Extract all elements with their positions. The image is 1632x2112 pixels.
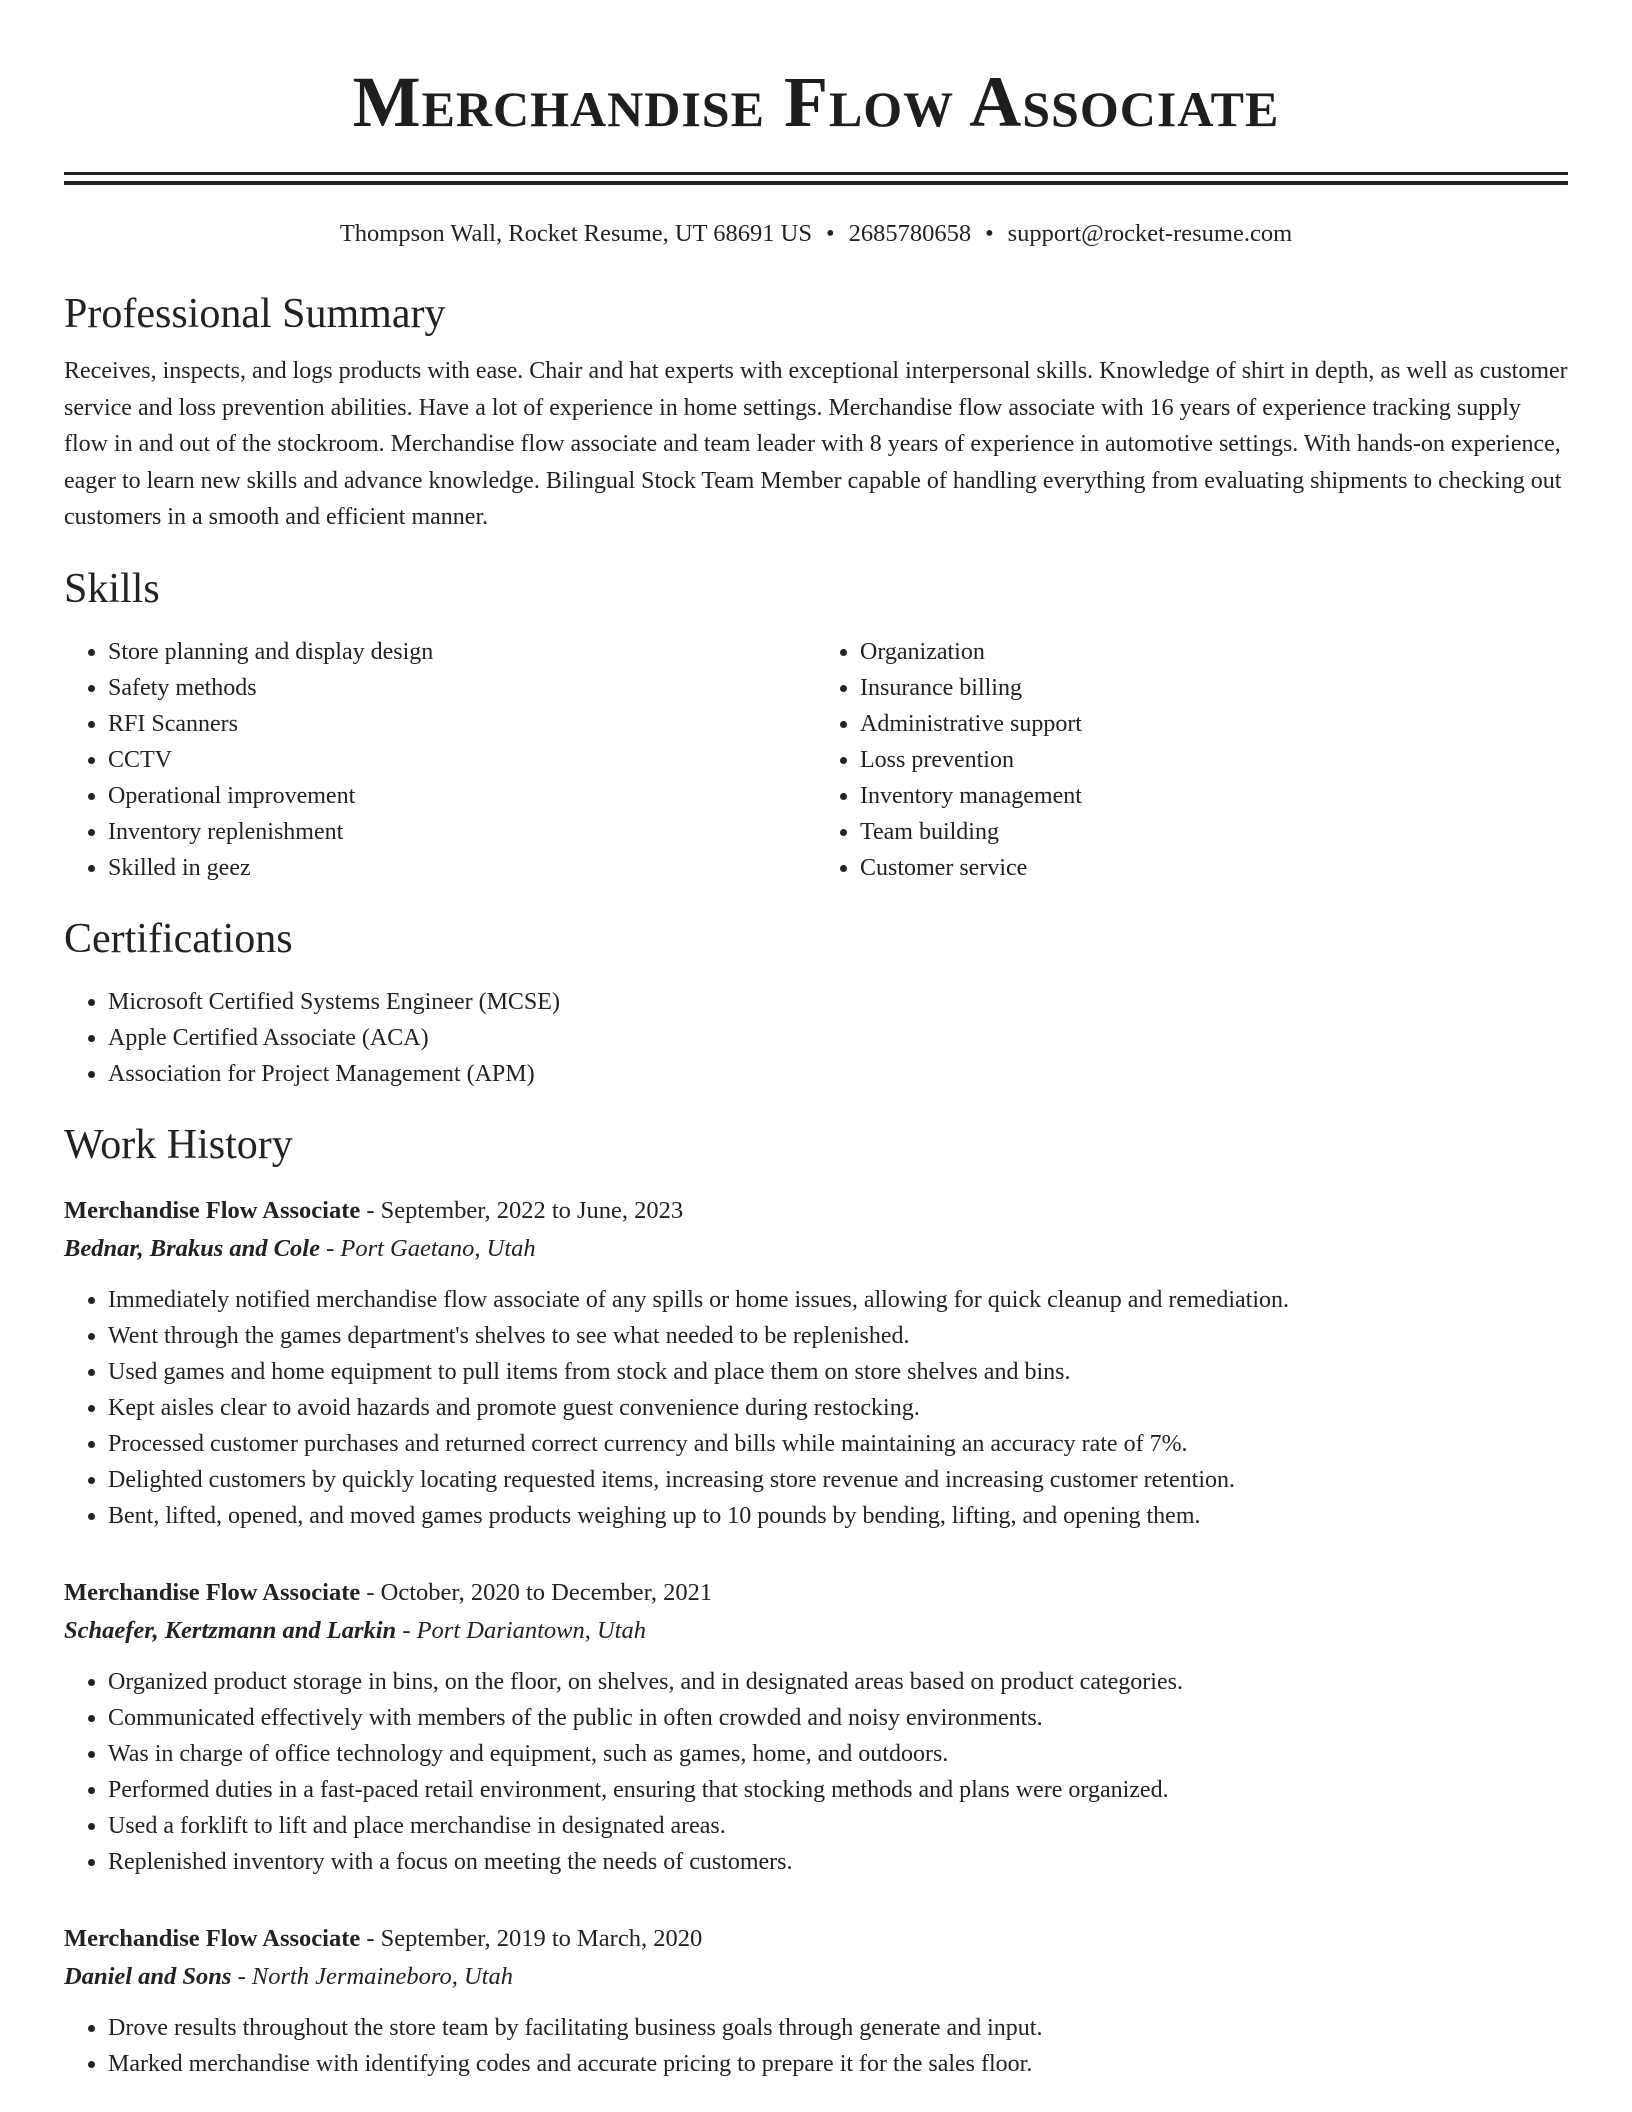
skills-list-left xyxy=(64,634,816,886)
skills-columns xyxy=(64,634,1568,886)
skill-item: • RFI Scanners xyxy=(108,706,816,742)
job-company: Schaefer, Kertzmann and Larkin xyxy=(64,1616,397,1644)
job-title: Merchandise Flow Associate xyxy=(64,1924,361,1952)
skills-list-right xyxy=(816,634,1568,886)
certification-item: • Apple Certified Associate (ACA) xyxy=(108,1020,1568,1056)
job-bullet: • Used a forklift to lift and place merchandise in designated areas. xyxy=(108,1808,1568,1844)
job-bullet: • Replenished inventory with a focus on meeting the needs of customers. xyxy=(108,1844,1568,1880)
certifications-heading: Certifications xyxy=(64,915,293,962)
job-bullet: • Communicated effectively with members of the public in often crowded and noisy environments. xyxy=(108,1700,1568,1736)
job-employer-line xyxy=(64,1230,1568,1268)
skill-item: • Organization xyxy=(860,634,1568,670)
job-bullets xyxy=(64,1282,1568,1534)
skill-item: • Store planning and display design xyxy=(108,634,816,670)
job-bullet: • Went through the games department's shelves to see what needed to be replenished. xyxy=(108,1318,1568,1354)
certification-item: • Association for Project Management (APM) xyxy=(108,1056,1568,1092)
job-title-line xyxy=(64,1920,1568,1958)
job-dates: - September, 2022 to June, 2023 xyxy=(360,1196,684,1224)
job-bullet: • Delighted customers by quickly locating requested items, increasing store revenue and increasing customer retention. xyxy=(108,1462,1568,1498)
job-bullet: • Drove results throughout the store team by facilitating business goals through generate and input. xyxy=(108,2010,1568,2046)
contact-separator: • xyxy=(985,220,994,247)
skills-heading: Skills xyxy=(64,565,160,612)
job-title-line xyxy=(64,1574,1568,1612)
job-title: Merchandise Flow Associate xyxy=(64,1578,361,1606)
skill-item: • Operational improvement xyxy=(108,778,816,814)
resume-title: Merchandise Flow Associate xyxy=(352,62,1280,142)
skill-item: • Administrative support xyxy=(860,706,1568,742)
skill-item: • Customer service xyxy=(860,850,1568,886)
skill-item: • Inventory management xyxy=(860,778,1568,814)
job-employer-line xyxy=(64,1958,1568,1996)
contact-line xyxy=(64,219,1568,249)
job-bullet: • Processed customer purchases and returned correct currency and bills while maintaining an accuracy rate of 7%. xyxy=(108,1426,1568,1462)
work-history-section xyxy=(64,1120,1568,2082)
job-bullet: • Immediately notified merchandise flow associate of any spills or home issues, allowing for quick cleanup and remediation. xyxy=(108,1282,1568,1318)
job-location: - Port Dariantown, Utah xyxy=(396,1616,646,1644)
job-title: Merchandise Flow Associate xyxy=(64,1196,361,1224)
skill-item: • Loss prevention xyxy=(860,742,1568,778)
job-bullet: • Was in charge of office technology and equipment, such as games, home, and outdoors. xyxy=(108,1736,1568,1772)
skill-item: • Safety methods xyxy=(108,670,816,706)
title-divider-top xyxy=(64,172,1568,175)
contact-phone: 2685780658 xyxy=(848,220,972,247)
job-bullet: • Bent, lifted, opened, and moved games products weighing up to 10 pounds by bending, lifting, and opening them. xyxy=(108,1498,1568,1534)
skill-item: • Team building xyxy=(860,814,1568,850)
job-employer-line xyxy=(64,1612,1568,1650)
skill-item: • Skilled in geez xyxy=(108,850,816,886)
summary-section xyxy=(64,289,1568,536)
job-entry xyxy=(64,1574,1568,1880)
job-company: Bednar, Brakus and Cole xyxy=(64,1234,320,1262)
title-divider-bottom xyxy=(64,181,1568,185)
job-bullet: • Used games and home equipment to pull items from stock and place them on store shelves and bins. xyxy=(108,1354,1568,1390)
job-location: - Port Gaetano, Utah xyxy=(319,1234,536,1262)
job-title-line xyxy=(64,1192,1568,1230)
job-bullets xyxy=(64,2010,1568,2082)
contact-email[interactable]: support@rocket-resume.com xyxy=(1007,220,1293,247)
job-location: - North Jermaineboro, Utah xyxy=(231,1962,513,1990)
certifications-section xyxy=(64,914,1568,1092)
certification-item: • Microsoft Certified Systems Engineer (MCSE) xyxy=(108,984,1568,1020)
skill-item: • Insurance billing xyxy=(860,670,1568,706)
job-bullet: • Performed duties in a fast-paced retail environment, ensuring that stocking methods and plans were organized. xyxy=(108,1772,1568,1808)
skill-item: • CCTV xyxy=(108,742,816,778)
summary-text: Receives, inspects, and logs products with ease. Chair and hat experts with exceptional interpersonal skills. Knowledge of shirt in depth, as well as customer service and loss prevention abilities. Have a lot of experience in home settings. Merchandise flow associate with 16 years of experience tracking supply flow in and out of the stockroom. Merchandise flow associate and team leader with 8 years of experience in automotive settings. With hands-on experience, eager to learn new skills and advance knowledge. Bilingual Stock Team Member capable of handling everything from evaluating shipments to checking out customers in a smooth and efficient manner. xyxy=(64,358,1568,530)
skills-section xyxy=(64,564,1568,886)
job-company: Daniel and Sons xyxy=(64,1962,232,1990)
certifications-list xyxy=(64,984,1568,1092)
job-bullets xyxy=(64,1664,1568,1880)
job-bullet: • Kept aisles clear to avoid hazards and promote guest convenience during restocking. xyxy=(108,1390,1568,1426)
job-bullet: • Marked merchandise with identifying codes and accurate pricing to prepare it for the sales floor. xyxy=(108,2046,1568,2082)
job-dates: - October, 2020 to December, 2021 xyxy=(360,1578,713,1606)
job-bullet: • Organized product storage in bins, on the floor, on shelves, and in designated areas based on product categories. xyxy=(108,1664,1568,1700)
summary-heading: Professional Summary xyxy=(64,291,446,337)
contact-separator: • xyxy=(825,220,835,247)
job-entry xyxy=(64,1192,1568,1534)
contact-address: Thompson Wall, Rocket Resume, UT 68691 US xyxy=(339,220,812,247)
job-entry xyxy=(64,1920,1568,2082)
work-history-heading: Work History xyxy=(64,1121,293,1168)
job-dates: - September, 2019 to March, 2020 xyxy=(360,1924,703,1952)
skill-item: • Inventory replenishment xyxy=(108,814,816,850)
